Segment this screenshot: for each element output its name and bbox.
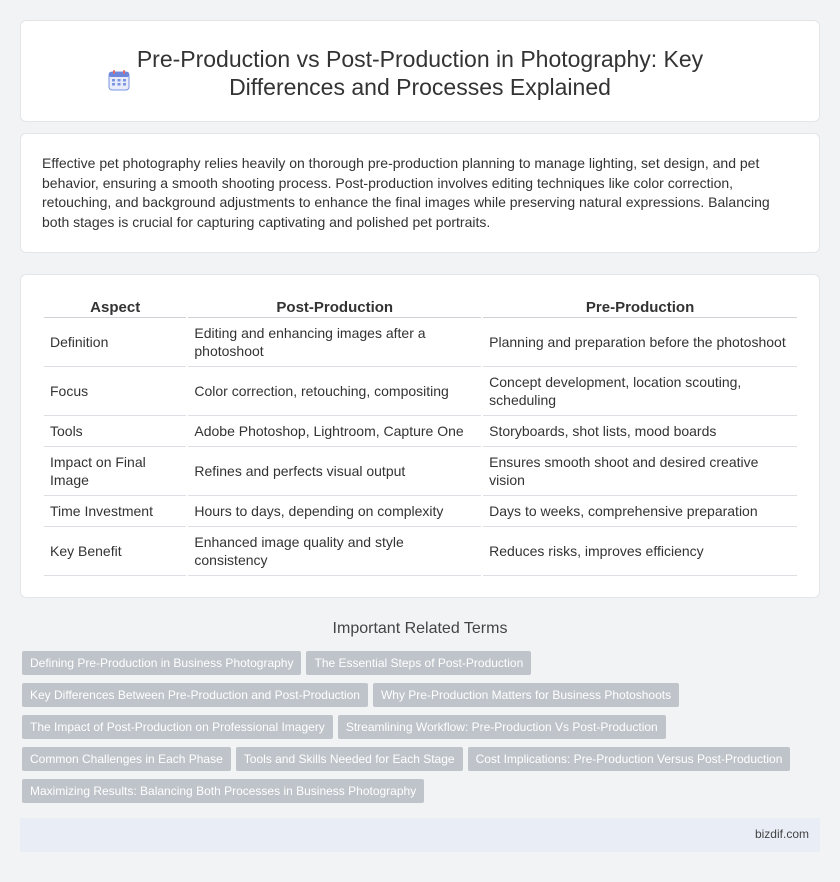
comparison-table — [42, 295, 799, 576]
related-term-tag[interactable]: The Impact of Post-Production on Professional Imagery — [22, 715, 333, 739]
header-pre-production: Pre-Production — [483, 295, 797, 318]
related-terms-heading: Important Related Terms — [332, 620, 508, 637]
table-row — [44, 318, 797, 367]
footer-brand[interactable]: bizdif.com — [754, 827, 809, 841]
table-cell: Concept development, location scouting, scheduling — [483, 367, 797, 416]
related-term-tag[interactable]: The Essential Steps of Post-Production — [306, 651, 531, 675]
page-title: Pre-Production vs Post-Production in Photography: Key Differences and Processes Explained — [136, 46, 704, 100]
table-row — [44, 447, 797, 496]
table-cell: Enhanced image quality and style consistency — [188, 527, 481, 576]
table-row — [44, 416, 797, 447]
table-cell: Editing and enhancing images after a photoshoot — [188, 318, 481, 367]
related-term-tag[interactable]: Common Challenges in Each Phase — [22, 747, 231, 771]
related-term-tag[interactable]: Maximizing Results: Balancing Both Processes in Business Photography — [22, 779, 424, 803]
table-cell: Focus — [44, 367, 186, 416]
related-term-tag[interactable]: Why Pre-Production Matters for Business Photoshoots — [373, 683, 679, 707]
header-aspect: Aspect — [44, 295, 186, 318]
table-header-row — [44, 295, 797, 318]
related-term-tag[interactable]: Streamlining Workflow: Pre-Production Vs Post-Production — [338, 715, 666, 739]
table-cell: Days to weeks, comprehensive preparation — [483, 496, 797, 527]
table-row — [44, 527, 797, 576]
summary-card — [20, 133, 820, 253]
table-cell: Definition — [44, 318, 186, 367]
header-post-production: Post-Production — [188, 295, 481, 318]
related-term-tag[interactable]: Key Differences Between Pre-Production and Post-Production — [22, 683, 368, 707]
table-cell: Time Investment — [44, 496, 186, 527]
related-term-tag[interactable]: Cost Implications: Pre-Production Versus Post-Production — [468, 747, 791, 771]
table-cell: Adobe Photoshop, Lightroom, Capture One — [188, 416, 481, 447]
table-cell: Impact on Final Image — [44, 447, 186, 496]
related-term-tag[interactable]: Defining Pre-Production in Business Photography — [22, 651, 301, 675]
related-terms-list — [22, 651, 812, 811]
related-term-tag[interactable]: Tools and Skills Needed for Each Stage — [236, 747, 463, 771]
summary-text: Effective pet photography relies heavily on thorough pre-production planning to manage lighting, set design, and pet behavior, ensuring a smooth shooting process. Post-production involves editing techniques like color correction, retouching, and background adjustments to enhance the final images while preserving natural expressions. Balancing both stages is crucial for capturing captivating and polished pet portraits. — [42, 155, 770, 230]
table-cell: Refines and perfects visual output — [188, 447, 481, 496]
table-cell: Tools — [44, 416, 186, 447]
table-cell: Color correction, retouching, compositing — [188, 367, 481, 416]
title-card — [20, 20, 820, 122]
table-cell: Storyboards, shot lists, mood boards — [483, 416, 797, 447]
table-cell: Reduces risks, improves efficiency — [483, 527, 797, 576]
table-cell: Hours to days, depending on complexity — [188, 496, 481, 527]
table-cell: Ensures smooth shoot and desired creative vision — [483, 447, 797, 496]
table-row — [44, 496, 797, 527]
comparison-card — [20, 274, 820, 598]
footer — [20, 818, 820, 852]
table-cell: Key Benefit — [44, 527, 186, 576]
table-cell: Planning and preparation before the photoshoot — [483, 318, 797, 367]
table-row — [44, 367, 797, 416]
